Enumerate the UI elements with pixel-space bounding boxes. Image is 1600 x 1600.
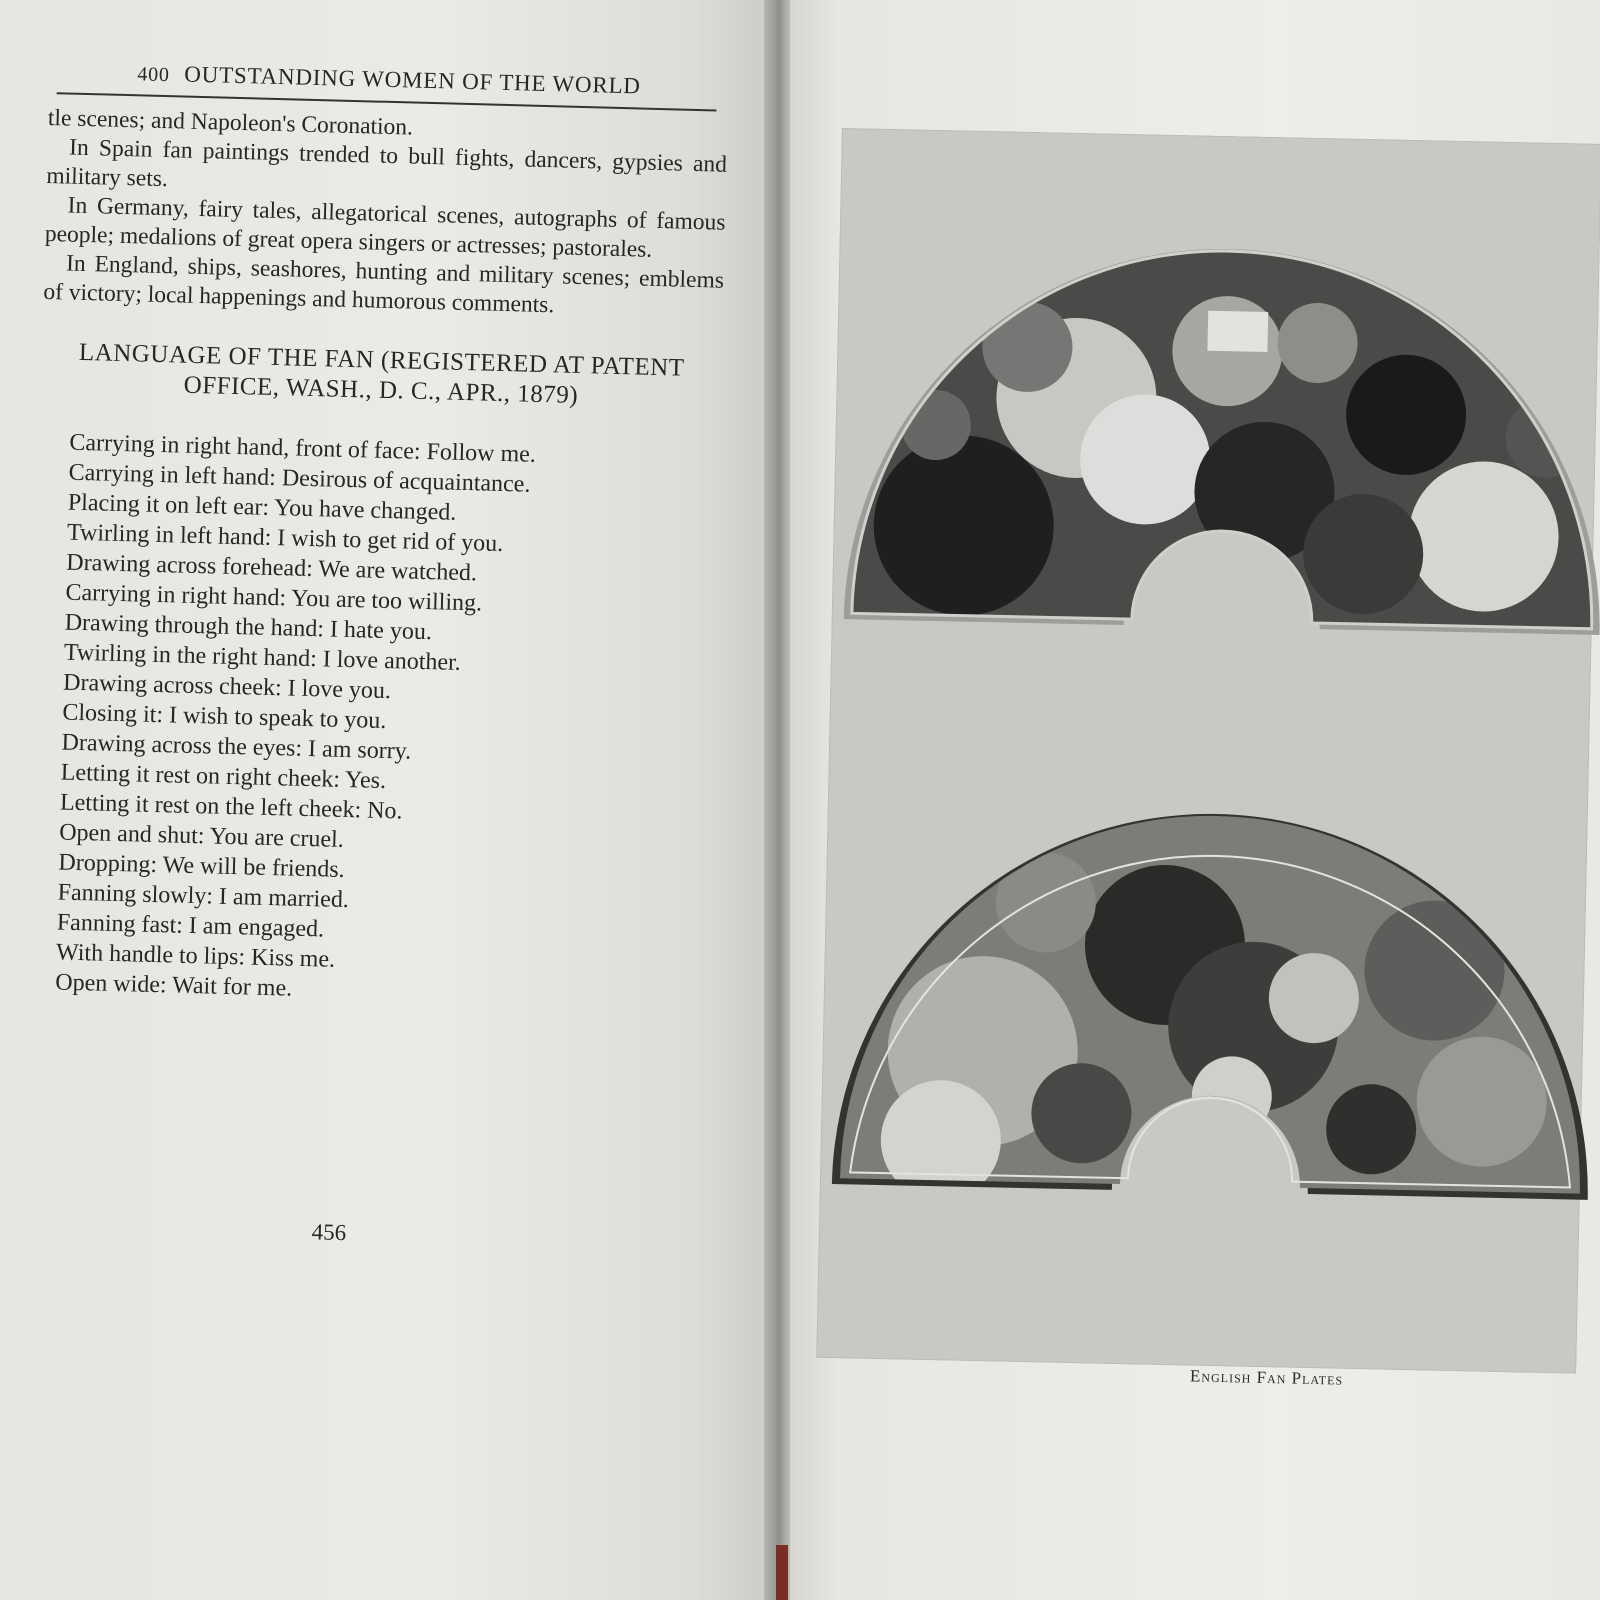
paragraph: tle scenes; and Napoleon's Coronation. xyxy=(47,104,414,141)
list-item: With handle to lips: Kiss me. xyxy=(55,939,336,973)
list-item: Drawing through the hand: I hate you. xyxy=(64,609,433,646)
list-item: Drawing across the eyes: I am sorry. xyxy=(61,729,412,765)
paragraph: In England, ships, seashores, hunting and military scenes; emblems of victory; local happenings and humorous comments. xyxy=(43,250,725,319)
list-item: Fanning slowly: I am married. xyxy=(57,879,350,914)
list-item: Letting it rest on right cheek: Yes. xyxy=(60,759,387,795)
running-head-page-ref: 400 xyxy=(137,63,171,87)
fan-plate-bottom xyxy=(830,788,1598,1214)
list-item: Placing it on left ear: You have changed. xyxy=(67,489,457,526)
list-item: Letting it rest on the left cheek: No. xyxy=(59,789,403,825)
list-item: Twirling in left hand: I wish to get rid of you. xyxy=(66,519,504,558)
plate-caption: English Fan Plates xyxy=(1189,1366,1344,1389)
list-item: Dropping: We will be friends. xyxy=(58,849,345,883)
illustration-plate xyxy=(816,128,1600,1374)
list-item: Drawing across cheek: I love you. xyxy=(62,669,392,705)
list-item: Drawing across forehead: We are watched. xyxy=(65,549,478,587)
list-item: Fanning fast: I am engaged. xyxy=(56,909,325,943)
floral-fan-painting-icon xyxy=(830,788,1598,1214)
cover-edge xyxy=(776,1545,788,1600)
body-text xyxy=(43,104,728,325)
floral-fan-painting-icon xyxy=(841,223,1600,649)
fan-language-list xyxy=(25,427,720,1015)
paragraph: In Spain fan paintings trended to bull fights, dancers, gypsies and military sets. xyxy=(46,134,728,193)
page-number: 456 xyxy=(311,1219,347,1246)
paragraph: In Germany, fairy tales, allegatorical scenes, autographs of famous people; medalions of great opera singers or actresses; pastorales. xyxy=(44,192,726,263)
list-item: Carrying in right hand, front of face: Follow me. xyxy=(69,429,537,468)
fan-plate-top xyxy=(841,223,1600,649)
list-item: Carrying in right hand: You are too willing. xyxy=(65,579,483,617)
list-item: Open wide: Wait for me. xyxy=(54,969,293,1002)
section-title-line: LANGUAGE OF THE FAN (REGISTERED AT PATENT xyxy=(78,338,685,382)
right-page xyxy=(790,0,1600,1600)
list-item: Closing it: I wish to speak to you. xyxy=(62,699,387,735)
section-title xyxy=(41,337,722,415)
left-page xyxy=(0,0,790,1600)
section-title-line: OFFICE, WASH., D. C., APR., 1879) xyxy=(183,371,579,409)
list-item: Carrying in left hand: Desirous of acquaintance. xyxy=(68,459,531,498)
left-page-content xyxy=(19,40,730,1255)
running-head-title: OUTSTANDING WOMEN OF THE WORLD xyxy=(184,61,642,99)
list-item: Open and shut: You are cruel. xyxy=(58,819,345,853)
list-item: Twirling in the right hand: I love another. xyxy=(63,639,462,676)
